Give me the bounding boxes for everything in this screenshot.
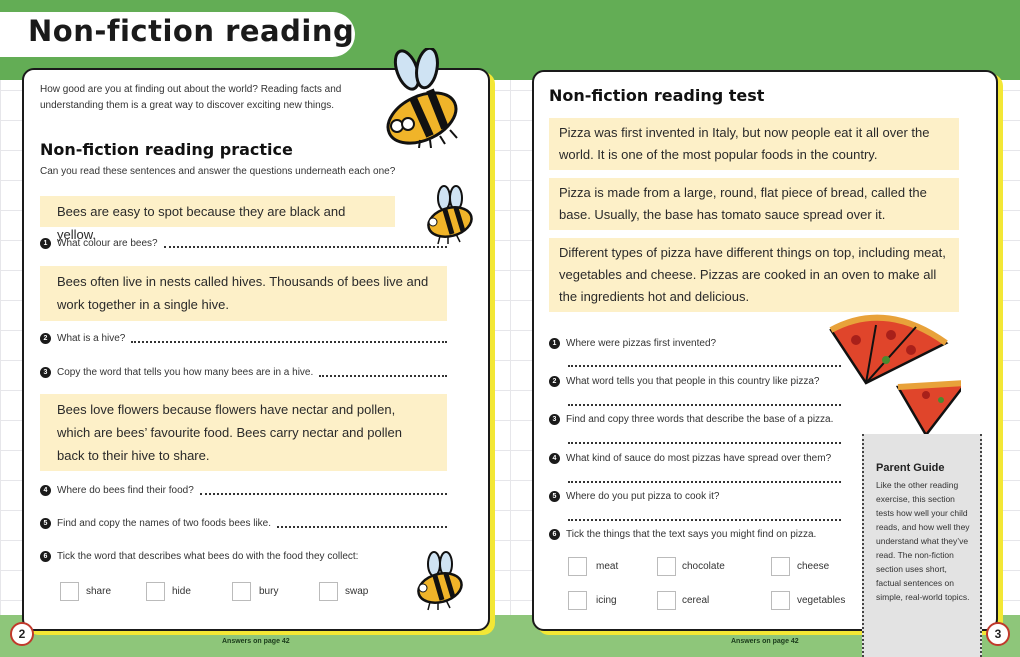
pizza-illustration <box>826 305 961 440</box>
parent-guide-title: Parent Guide <box>876 462 945 474</box>
answer-line[interactable] <box>131 335 447 343</box>
question-number: 6 <box>40 551 51 562</box>
option-label: share <box>86 586 112 597</box>
option-label: vegetables <box>797 595 846 606</box>
question-text: Where do you put pizza to cook it? <box>566 491 720 502</box>
question-number: 3 <box>40 367 51 378</box>
option-label: cheese <box>797 561 830 572</box>
answer-line[interactable] <box>568 519 841 521</box>
question-number: 1 <box>40 238 51 249</box>
question-number: 5 <box>40 518 51 529</box>
question-text: Where do bees find their food? <box>57 485 194 496</box>
answer-line[interactable] <box>568 481 841 483</box>
question-1 <box>549 338 716 349</box>
question-5 <box>40 518 447 529</box>
question-number: 5 <box>549 491 560 502</box>
question-5 <box>549 491 719 502</box>
checkbox-icing[interactable] <box>568 591 587 610</box>
question-text: Tick the word that describes what bees do with the food they collect: <box>57 551 359 562</box>
option-label: meat <box>596 561 619 572</box>
question-text: What word tells you that people in this country like pizza? <box>566 376 820 387</box>
question-number: 6 <box>549 529 560 540</box>
answer-line[interactable] <box>164 240 447 248</box>
page-number: 2 <box>10 622 34 646</box>
question-2 <box>549 376 819 387</box>
passage: Bees are easy to spot because they are black and yellow. <box>40 196 395 227</box>
passage: Different types of pizza have different things on top, including meat, vegetables and cheese. Pizzas are cooked in an oven to make all the ingredients hot and delicious. <box>549 238 959 312</box>
bee-illustration <box>420 184 475 246</box>
answers-note: Answers on page 42 <box>222 638 290 645</box>
question-number: 4 <box>549 453 560 464</box>
question-4 <box>40 485 447 496</box>
question-text: Find and copy the names of two foods bees like. <box>57 518 272 529</box>
question-text: Where were pizzas first invented? <box>566 338 717 349</box>
parent-guide-text: Like the other reading exercise, this section tests how well your child reads, and how well they understand what they’ve read. The non-fiction section uses short, factual sentences on simple, real-world topics. <box>876 480 970 602</box>
bee-illustration <box>410 550 465 612</box>
practice-heading: Non-fiction reading practice <box>40 140 293 159</box>
passage-list <box>549 118 959 312</box>
question-6 <box>40 551 358 562</box>
option-label: chocolate <box>682 561 725 572</box>
page-number: 3 <box>986 622 1010 646</box>
question-number: 3 <box>549 414 560 425</box>
question-number: 2 <box>549 376 560 387</box>
question-number: 2 <box>40 333 51 344</box>
test-heading: Non-fiction reading test <box>549 86 765 105</box>
checkbox-hide[interactable] <box>146 582 165 601</box>
answer-line[interactable] <box>319 369 447 377</box>
checkbox-cereal[interactable] <box>657 591 676 610</box>
intro-text: How good are you at finding out about the world? Reading facts and understanding them is a great way to discover exciting new things. <box>40 84 342 111</box>
question-text: Copy the word that tells you how many bees are in a hive. <box>57 367 314 378</box>
checkbox-vegetables[interactable] <box>771 591 790 610</box>
option-label: bury <box>259 586 279 597</box>
question-4 <box>549 453 831 464</box>
question-2 <box>40 333 447 344</box>
parent-guide-panel <box>862 434 982 657</box>
passage: Pizza was first invented in Italy, but now people eat it all over the world. It is one of the most popular foods in the country. <box>549 118 959 170</box>
question-text: What kind of sauce do most pizzas have spread over them? <box>566 453 832 464</box>
checkbox-bury[interactable] <box>232 582 251 601</box>
checkbox-chocolate[interactable] <box>657 557 676 576</box>
option-label: cereal <box>682 595 710 606</box>
checkbox-swap[interactable] <box>319 582 338 601</box>
checkbox-share[interactable] <box>60 582 79 601</box>
checkbox-meat[interactable] <box>568 557 587 576</box>
option-label: hide <box>172 586 191 597</box>
passage: Bees often live in nests called hives. Thousands of bees live and work together in a single hive. <box>40 266 447 321</box>
passage: Bees love flowers because flowers have nectar and pollen, which are bees’ favourite food. Bees carry nectar and pollen back to their hive to share. <box>40 394 447 471</box>
passage: Pizza is made from a large, round, flat piece of bread, called the base. Usually, the base has tomato sauce spread over it. <box>549 178 959 230</box>
bee-illustration <box>375 48 470 148</box>
question-text: Find and copy three words that describe the base of a pizza. <box>566 414 834 425</box>
checkbox-cheese[interactable] <box>771 557 790 576</box>
question-text: What colour are bees? <box>57 238 158 249</box>
question-6 <box>549 529 816 540</box>
answer-line[interactable] <box>568 442 841 444</box>
option-label: icing <box>596 595 617 606</box>
page-title: Non-fiction reading <box>28 14 355 48</box>
question-number: 4 <box>40 485 51 496</box>
answer-line[interactable] <box>568 365 841 367</box>
question-1 <box>40 238 447 249</box>
answer-line[interactable] <box>277 520 447 528</box>
question-3 <box>549 414 833 425</box>
answers-note: Answers on page 42 <box>731 638 799 645</box>
option-label: swap <box>345 586 369 597</box>
question-text: Tick the things that the text says you might find on pizza. <box>566 529 817 540</box>
answer-line[interactable] <box>200 487 447 495</box>
practice-subheading: Can you read these sentences and answer the questions underneath each one? <box>40 166 396 177</box>
answer-line[interactable] <box>568 404 841 406</box>
question-3 <box>40 367 447 378</box>
question-number: 1 <box>549 338 560 349</box>
question-text: What is a hive? <box>57 333 126 344</box>
